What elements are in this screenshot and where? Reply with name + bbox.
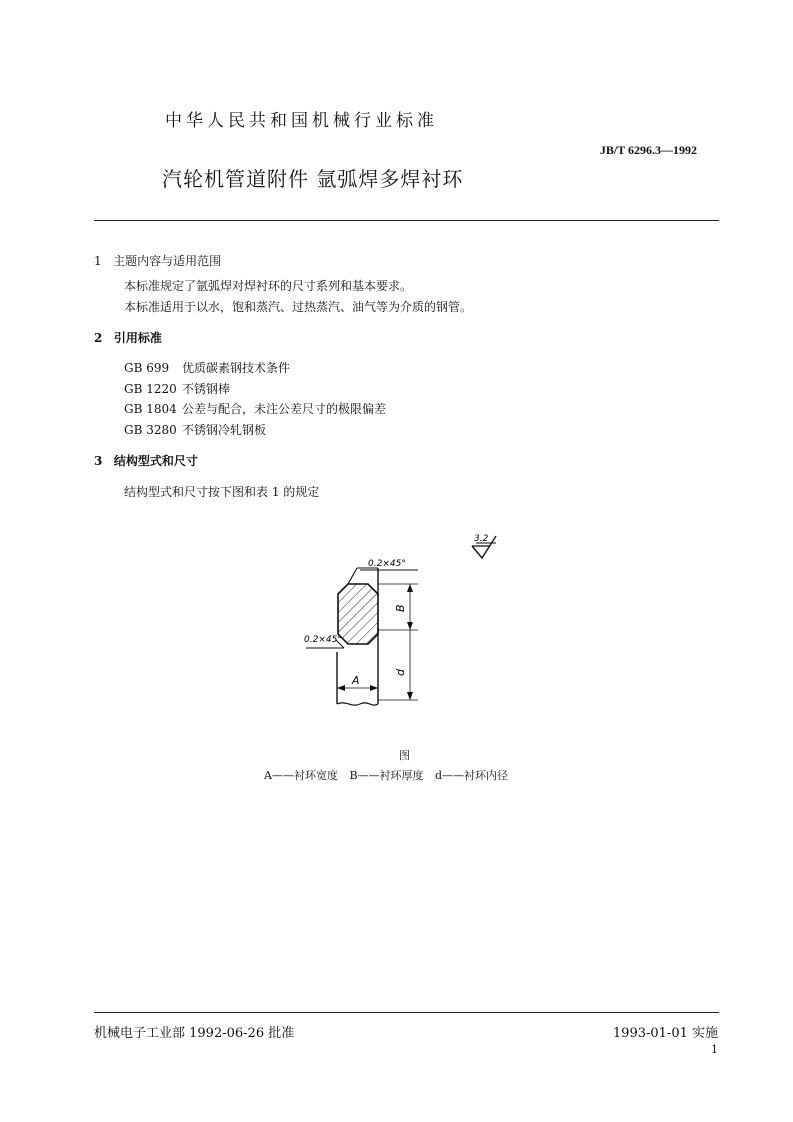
roughness-symbol-icon — [472, 534, 496, 558]
section-title: 结构型式和尺寸 — [113, 454, 198, 468]
chamfer-left-label: 0.2×45° — [304, 635, 342, 645]
reference-name: 不锈钢棒 — [182, 382, 231, 396]
section-3-line-1: 结构型式和尺寸按下图和表 1 的规定 — [124, 485, 320, 499]
figure-title: 图 — [399, 749, 410, 762]
reference-name: 不锈钢冷轧钢板 — [182, 423, 267, 437]
dimension-d-label: d — [394, 669, 407, 676]
reference-code: GB 1220 — [124, 382, 177, 396]
roughness-value: 3.2 — [474, 534, 489, 544]
footer-rule — [94, 1012, 719, 1013]
section-1-line-1: 本标准规定了氩弧焊对焊衬环的尺寸系列和基本要求。 — [124, 279, 413, 293]
issuing-organization: 中华人民共和国机械行业标准 — [165, 111, 438, 131]
section-number: 3 — [94, 454, 103, 468]
section-number: 2 — [94, 331, 103, 345]
standard-code: JB/T 6296.3—1992 — [599, 143, 697, 157]
dimension-b-label: B — [394, 604, 407, 612]
section-1-line-2: 本标准适用于以水，饱和蒸汽、过热蒸汽、油气等为介质的钢管。 — [124, 300, 473, 314]
effective-date: 1993-01-01 实施 — [612, 1026, 718, 1041]
chamfer-top-label: 0.2×45° — [368, 559, 406, 569]
reference-code: GB 3280 — [124, 423, 177, 437]
approval-line: 机械电子工业部 1992-06-26 批准 — [94, 1026, 295, 1041]
reference-code: GB 1804 — [124, 402, 177, 416]
reference-name: 公差与配合，未注公差尺寸的极限偏差 — [182, 402, 387, 416]
figure-legend: A——衬环宽度 B——衬环厚度 d——衬环内径 — [264, 769, 509, 782]
reference-name: 优质碳素钢技术条件 — [182, 361, 291, 375]
ring-cross-section — [338, 584, 378, 644]
section-title: 引用标准 — [113, 331, 162, 345]
document-title: 汽轮机管道附件 氩弧焊多焊衬环 — [162, 167, 464, 191]
dimension-a-label: A — [352, 674, 360, 687]
page-number: 1 — [711, 1043, 718, 1056]
section-title: 主题内容与适用范围 — [113, 254, 222, 268]
reference-code: GB 699 — [124, 361, 170, 375]
section-number: 1 — [94, 254, 102, 268]
